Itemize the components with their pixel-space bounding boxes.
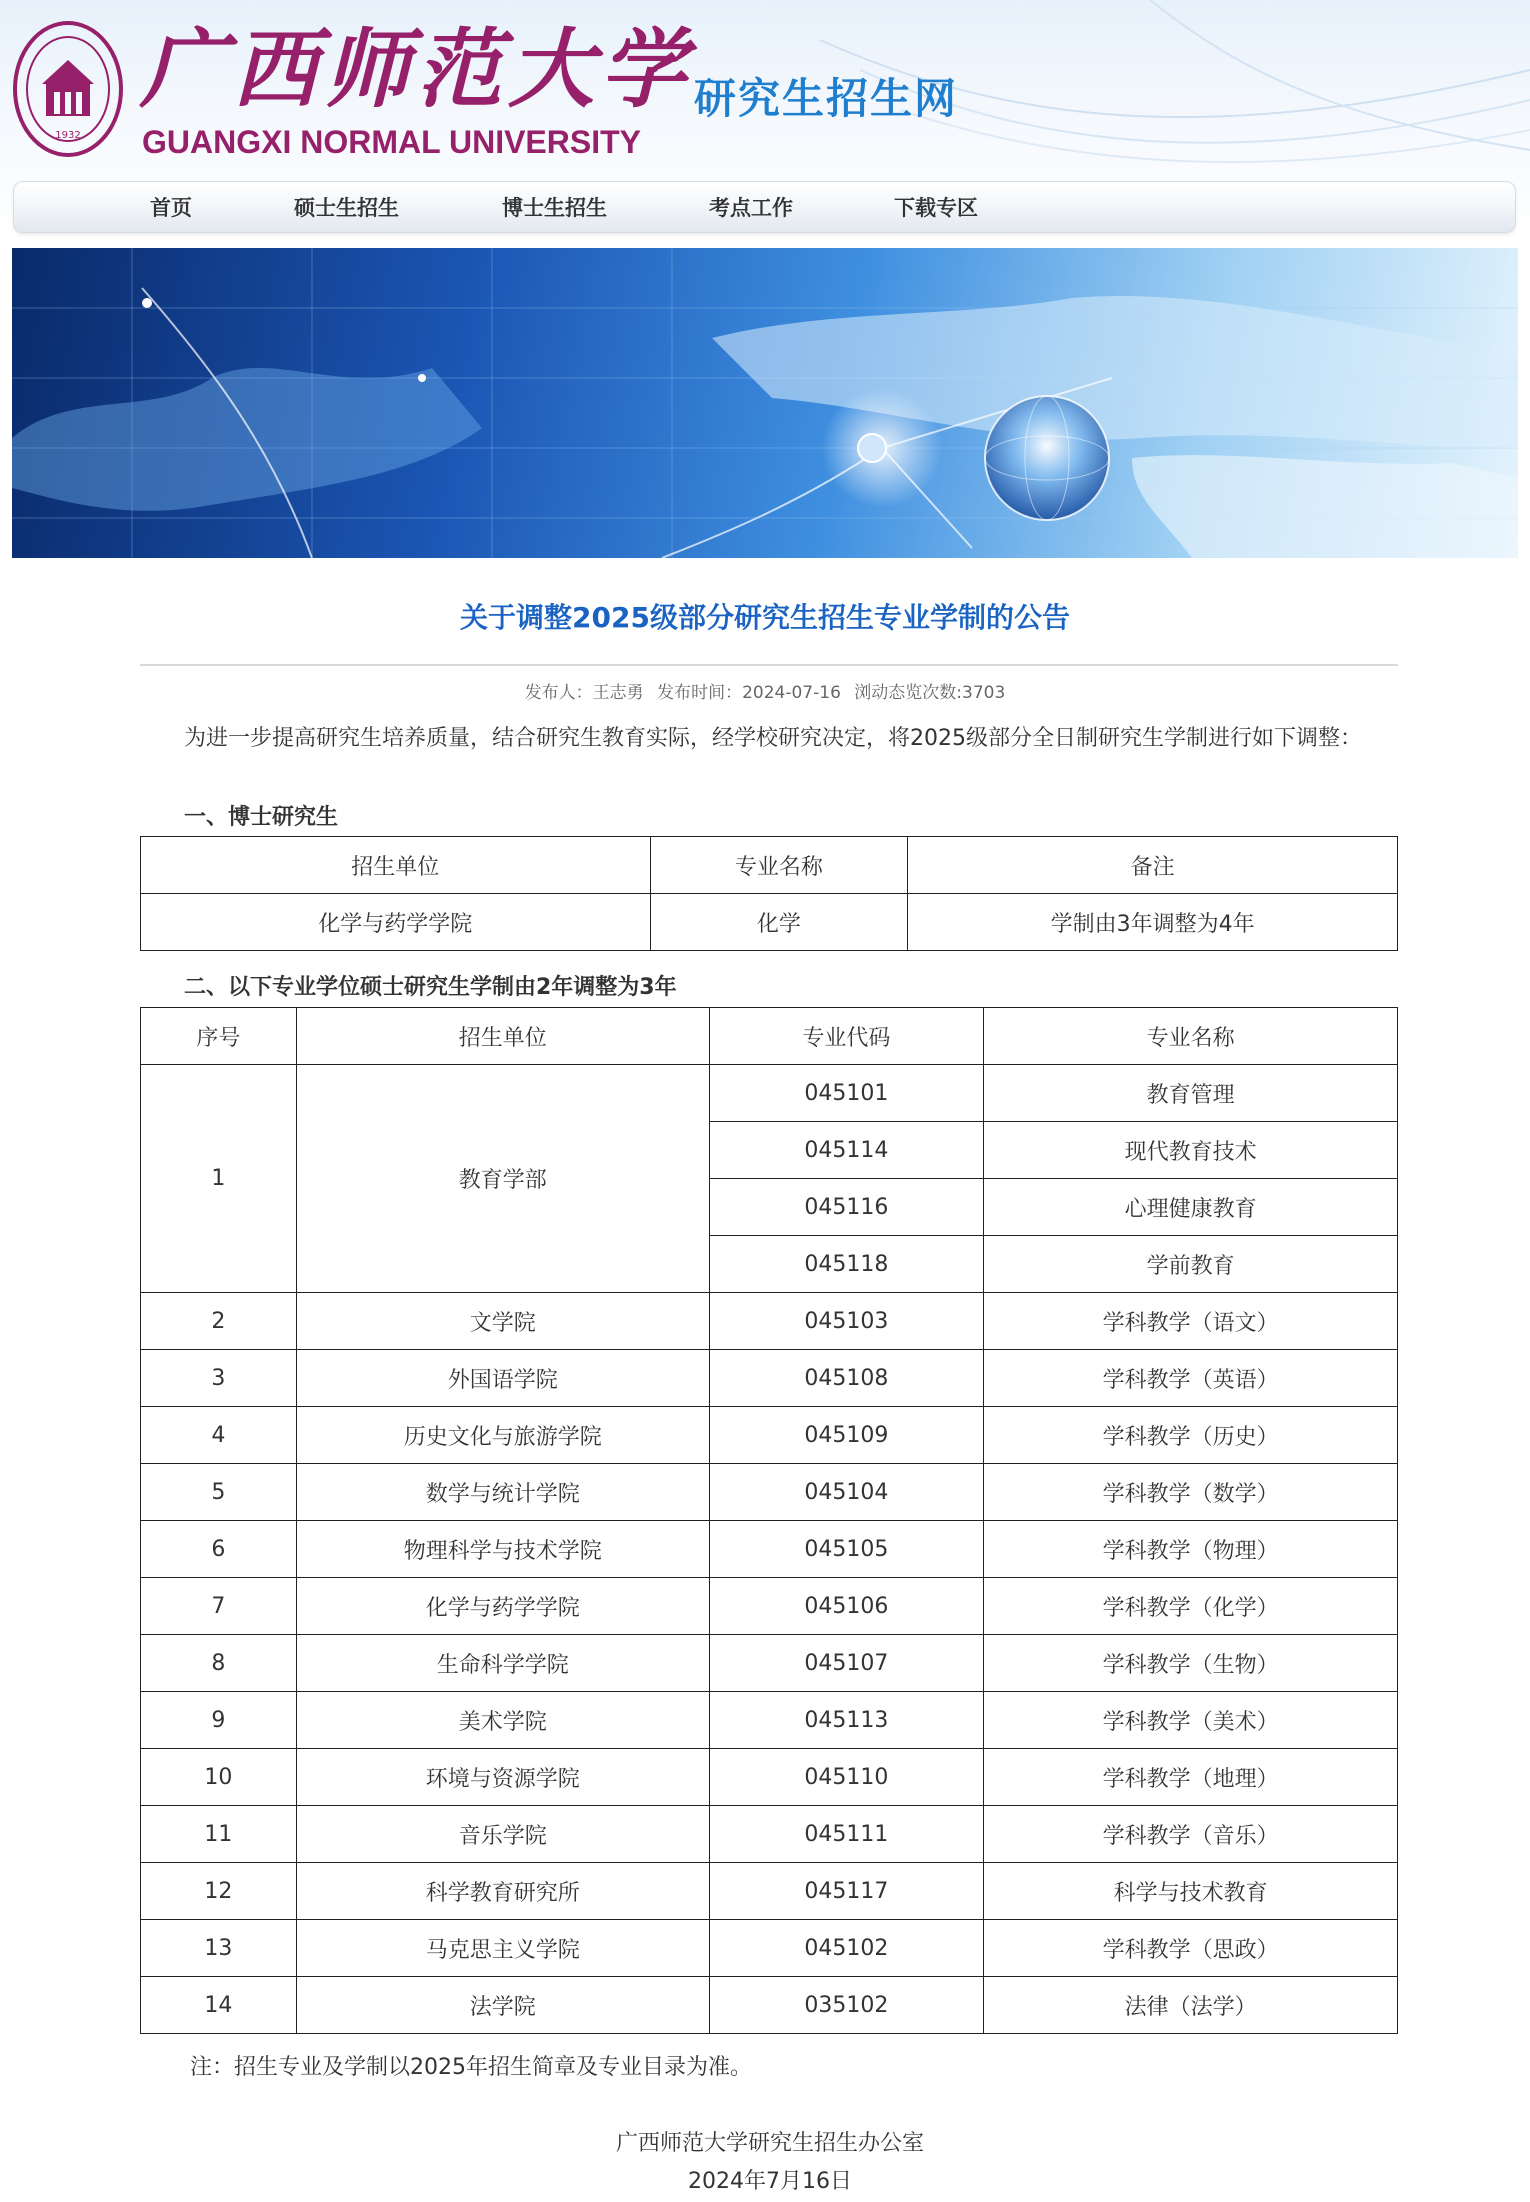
table-cell: 科学教育研究所 <box>296 1863 709 1920</box>
table-cell: 11 <box>141 1806 297 1863</box>
table-cell: 教育学部 <box>296 1065 709 1293</box>
table-cell: 生命科学学院 <box>296 1635 709 1692</box>
table-row <box>141 894 1398 951</box>
table-row <box>141 1407 1398 1464</box>
nav-item-master-admission[interactable]: 硕士生招生 <box>294 196 399 220</box>
logo-chinese-wordmark: 广西师范大学 <box>140 19 692 120</box>
table-cell: 035102 <box>709 1977 984 2034</box>
table-cell: 历史文化与旅游学院 <box>296 1407 709 1464</box>
table-cell: 045116 <box>709 1179 984 1236</box>
table-cell: 化学 <box>650 894 908 951</box>
table-cell: 045103 <box>709 1293 984 1350</box>
table-cell: 045108 <box>709 1350 984 1407</box>
table-cell: 学科教学（历史） <box>984 1407 1398 1464</box>
banner-graphic <box>12 248 1518 558</box>
logo-english-wordmark: GUANGXI NORMAL UNIVERSITY <box>142 124 641 160</box>
header-cell: 招生单位 <box>141 837 651 894</box>
table-cell: 045101 <box>709 1065 984 1122</box>
article-meta <box>12 678 1518 703</box>
table-cell: 045102 <box>709 1920 984 1977</box>
meta-views: 浏动态览次数:3703 <box>854 683 1006 703</box>
table-cell: 学制由3年调整为4年 <box>908 894 1398 951</box>
table-cell: 学科教学（地理） <box>984 1749 1398 1806</box>
meta-author: 发布人：王志勇 <box>524 683 644 703</box>
nav-item-exam-site-work[interactable]: 考点工作 <box>709 196 793 220</box>
table-row <box>141 1806 1398 1863</box>
article-title: 关于调整2025级部分研究生招生专业学制的公告 <box>460 601 1070 634</box>
table-cell: 学科教学（美术） <box>984 1692 1398 1749</box>
table-header-row <box>141 1008 1398 1065</box>
table-cell: 马克思主义学院 <box>296 1920 709 1977</box>
table-cell: 化学与药学学院 <box>296 1578 709 1635</box>
table-cell: 045106 <box>709 1578 984 1635</box>
nav-item-doctoral-admission[interactable]: 博士生招生 <box>502 196 607 220</box>
table-cell: 045107 <box>709 1635 984 1692</box>
table-cell: 学科教学（语文） <box>984 1293 1398 1350</box>
main-navigation <box>13 181 1516 233</box>
table-cell: 045105 <box>709 1521 984 1578</box>
table-cell: 5 <box>141 1464 297 1521</box>
article-content <box>12 558 1518 2202</box>
table-cell: 学科教学（生物） <box>984 1635 1398 1692</box>
table-cell: 3 <box>141 1350 297 1407</box>
table-cell: 学科教学（音乐） <box>984 1806 1398 1863</box>
nav-item-home[interactable]: 首页 <box>150 196 192 220</box>
table-cell: 8 <box>141 1635 297 1692</box>
table-cell: 音乐学院 <box>296 1806 709 1863</box>
section2-heading: 二、以下专业学位硕士研究生学制由2年调整为3年 <box>184 975 677 1000</box>
table-cell: 物理科学与技术学院 <box>296 1521 709 1578</box>
table-cell: 学科教学（英语） <box>984 1350 1398 1407</box>
table-cell: 045109 <box>709 1407 984 1464</box>
seal-year: 1932 <box>55 130 81 141</box>
doctoral-table <box>140 836 1398 951</box>
header-cell: 备注 <box>908 837 1398 894</box>
footnote: 注：招生专业及学制以2025年招生简章及专业目录为准。 <box>190 2055 752 2080</box>
table-cell: 10 <box>141 1749 297 1806</box>
table-cell: 学科教学（物理） <box>984 1521 1398 1578</box>
table-header-row <box>141 837 1398 894</box>
table-cell: 045110 <box>709 1749 984 1806</box>
table-cell: 教育管理 <box>984 1065 1398 1122</box>
table-cell: 现代教育技术 <box>984 1122 1398 1179</box>
table-row <box>141 1920 1398 1977</box>
table-cell: 数学与统计学院 <box>296 1464 709 1521</box>
table-cell: 12 <box>141 1863 297 1920</box>
table-cell: 045113 <box>709 1692 984 1749</box>
table-cell: 学科教学（思政） <box>984 1920 1398 1977</box>
nav-item-downloads[interactable]: 下载专区 <box>894 196 978 220</box>
table-cell: 9 <box>141 1692 297 1749</box>
table-cell: 4 <box>141 1407 297 1464</box>
table-row <box>141 1749 1398 1806</box>
header-cell: 专业名称 <box>984 1008 1398 1065</box>
table-cell: 法学院 <box>296 1977 709 2034</box>
university-seal-logo <box>12 20 124 158</box>
table-cell: 环境与资源学院 <box>296 1749 709 1806</box>
table-row <box>141 1863 1398 1920</box>
title-divider <box>140 664 1398 666</box>
table-cell: 14 <box>141 1977 297 2034</box>
globe-banner-image <box>12 248 1518 558</box>
table-cell: 6 <box>141 1521 297 1578</box>
table-cell: 美术学院 <box>296 1692 709 1749</box>
header-cell: 专业代码 <box>709 1008 984 1065</box>
table-cell: 化学与药学学院 <box>141 894 651 951</box>
intro-paragraph: 为进一步提高研究生培养质量，结合研究生教育实际，经学校研究决定，将2025级部分全日制研究生学制进行如下调整： <box>184 726 1362 751</box>
table-cell: 学科教学（数学） <box>984 1464 1398 1521</box>
signature-date: 2024年7月16日 <box>688 2169 852 2194</box>
table-row <box>141 1065 1398 1122</box>
table-cell: 2 <box>141 1293 297 1350</box>
table-cell: 045104 <box>709 1464 984 1521</box>
table-row <box>141 1350 1398 1407</box>
table-cell: 045118 <box>709 1236 984 1293</box>
table-row <box>141 1578 1398 1635</box>
table-row <box>141 1464 1398 1521</box>
table-cell: 法律（法学） <box>984 1977 1398 2034</box>
site-title: 研究生招生网 <box>694 74 959 123</box>
header-cell: 招生单位 <box>296 1008 709 1065</box>
table-cell: 文学院 <box>296 1293 709 1350</box>
signature-office: 广西师范大学研究生招生办公室 <box>615 2131 924 2156</box>
table-row <box>141 1293 1398 1350</box>
table-cell: 心理健康教育 <box>984 1179 1398 1236</box>
header-cell: 专业名称 <box>650 837 908 894</box>
table-row <box>141 1692 1398 1749</box>
table-cell: 1 <box>141 1065 297 1293</box>
master-table <box>140 1007 1398 2034</box>
table-cell: 7 <box>141 1578 297 1635</box>
table-cell: 045117 <box>709 1863 984 1920</box>
meta-date: 发布时间：2024-07-16 <box>657 683 841 703</box>
table-cell: 045114 <box>709 1122 984 1179</box>
table-cell: 13 <box>141 1920 297 1977</box>
table-row <box>141 1635 1398 1692</box>
table-cell: 045111 <box>709 1806 984 1863</box>
section1-heading: 一、博士研究生 <box>184 805 339 830</box>
table-cell: 科学与技术教育 <box>984 1863 1398 1920</box>
header-cell: 序号 <box>141 1008 297 1065</box>
table-cell: 外国语学院 <box>296 1350 709 1407</box>
table-cell: 学前教育 <box>984 1236 1398 1293</box>
table-row <box>141 1521 1398 1578</box>
table-cell: 学科教学（化学） <box>984 1578 1398 1635</box>
table-row <box>141 1977 1398 2034</box>
